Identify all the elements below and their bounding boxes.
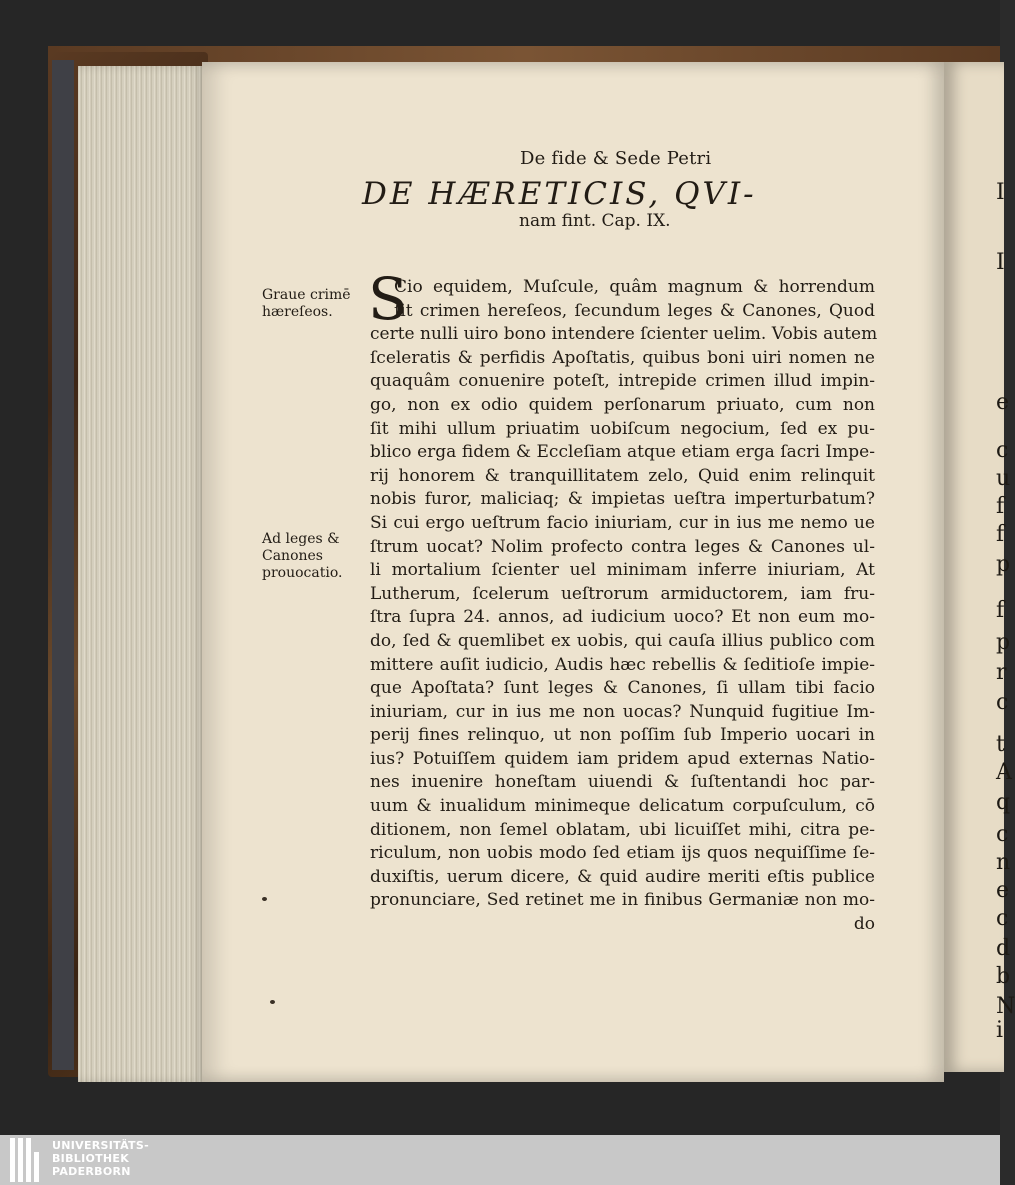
facing-page-letter: f <box>996 598 1005 623</box>
facing-page-letter: A <box>996 760 1012 785</box>
library-logo-icon <box>10 1138 46 1182</box>
text-line: ditionem, non ſemel oblatam, ubi licuiſſet mihi, citra pe- <box>370 819 875 840</box>
text-line: ſit mihi ullum priuatim uobiſcum negocium, ſed ex pu- <box>370 418 875 439</box>
text-line: mittere auſit iudicio, Audis hæc rebellis & ſeditioſe impie- <box>370 654 875 675</box>
text-line: ſtrum uocat? Nolim profecto contra leges & Canones ul- <box>370 536 875 557</box>
facing-page-letter: d <box>996 936 1011 961</box>
ink-speck <box>270 1000 275 1004</box>
facing-page-letter: t <box>996 732 1005 757</box>
library-name-line: BIBLIOTHEK <box>52 1152 130 1165</box>
text-line: que Apoſtata? ſunt leges & Canones, ſi ullam tibi facio <box>370 678 875 699</box>
text-line: certe nulli uiro bono intendere ſcienter uelim. Vobis autem <box>370 324 878 345</box>
text-line: pronunciare, Sed retinet me in finibus Germaniæ non mo- <box>370 890 875 911</box>
text-line: li mortalium ſcienter uel minimam inferre iniuriam, At <box>370 560 875 581</box>
library-name <box>52 1139 149 1178</box>
text-line: duxiſtis, uerum dicere, & quid audire meriti eſtis publice <box>370 866 875 887</box>
drop-cap: S <box>368 265 408 333</box>
text-line: Si cui ergo ueſtrum facio iniuriam, cur in ius me nemo ue <box>370 512 875 533</box>
text-line: rij honorem & tranquillitatem zelo, Quid enim relinquit <box>370 465 875 486</box>
facing-page-letter: r <box>996 660 1007 685</box>
facing-page-letter: I <box>996 250 1005 275</box>
facing-page-letter: u <box>996 466 1011 491</box>
facing-page-letter: n <box>996 850 1011 875</box>
library-name-line: PADERBORN <box>52 1165 131 1178</box>
facing-page-letter: e <box>996 390 1010 415</box>
facing-page-letter: c <box>996 906 1009 931</box>
body-text <box>370 276 878 937</box>
facing-page-letter: i <box>996 1018 1004 1043</box>
facing-page-letter: f <box>996 494 1005 519</box>
book-spine-band <box>52 60 74 1070</box>
text-line: nes inuenire honeſtam uiuendi & ſuſtentandi hoc par- <box>370 772 875 793</box>
facing-page-letter: b <box>996 964 1011 989</box>
page-edges <box>78 66 204 1082</box>
running-head: De fide & Sede Petri <box>520 148 712 169</box>
text-line: ſit crimen hereſeos, ſecundum leges & Canones, Quod <box>394 300 875 321</box>
text-line: perij fines relinquo, ut non poſſim ſub Imperio uocari in <box>370 725 875 746</box>
ink-speck <box>262 897 267 901</box>
text-line: iniuriam, cur in ius me non uocas? Nunquid fugitiue Im- <box>370 701 875 722</box>
facing-page-letter: e <box>996 878 1010 903</box>
facing-page-letter: f <box>996 522 1005 547</box>
facing-page-letter: c <box>996 438 1009 463</box>
text-line: ius? Potuiſſem quidem iam pridem apud externas Natio- <box>370 748 875 769</box>
library-name-line: UNIVERSITÄTS- <box>52 1139 149 1152</box>
text-line: go, non ex odio quidem perſonarum priuato, cum non <box>370 394 875 415</box>
facing-page-letter: N <box>996 994 1015 1019</box>
text-line: do <box>853 914 875 935</box>
text-line: ſtra ſupra 24. annos, ad iudicium uoco? Et non eum mo- <box>370 607 875 628</box>
facing-page-letter: p <box>996 552 1011 577</box>
text-line: blico erga fidem & Eccleſiam atque etiam erga ſacri Impe- <box>370 442 875 463</box>
facing-page-letter: q <box>996 790 1011 815</box>
text-line: Lutherum, ſcelerum ueſtrorum armiductorem, iam fru- <box>370 583 875 604</box>
marginal-note: Ad leges & Canones prouocatio. <box>262 531 343 581</box>
text-line: quaquâm conuenire poteſt, intrepide crimen illud impin- <box>370 371 875 392</box>
library-footer <box>0 1135 1000 1185</box>
marginal-note: Graue crimē hæreſeos. <box>262 287 351 320</box>
text-line: riculum, non uobis modo ſed etiam ijs quos nequiſſime ſe- <box>370 843 875 864</box>
facing-page-letter: p <box>996 630 1011 655</box>
text-line: ſceleratis & perfidis Apoſtatis, quibus boni uiri nomen ne <box>370 347 875 368</box>
chapter-subtitle: nam fint. Cap. IX. <box>519 211 671 231</box>
text-line: do, ſed & quemlibet ex uobis, qui cauſa illius publico com <box>370 630 875 651</box>
chapter-title: DE HÆRETICIS, QVI- <box>362 176 757 212</box>
facing-page-letter: c <box>996 822 1009 847</box>
text-line: Cio equidem, Muſcule, quâm magnum & horrendum <box>394 277 875 297</box>
facing-page-edge <box>944 62 1015 1072</box>
facing-page-letter: I <box>996 180 1005 205</box>
text-line: uum & inualidum minimeque delicatum corpuſculum, cō <box>370 796 875 817</box>
text-line: nobis furor, maliciaq; & impietas ueſtra imperturbatum? <box>370 489 875 510</box>
facing-page-letter: c <box>996 690 1009 715</box>
